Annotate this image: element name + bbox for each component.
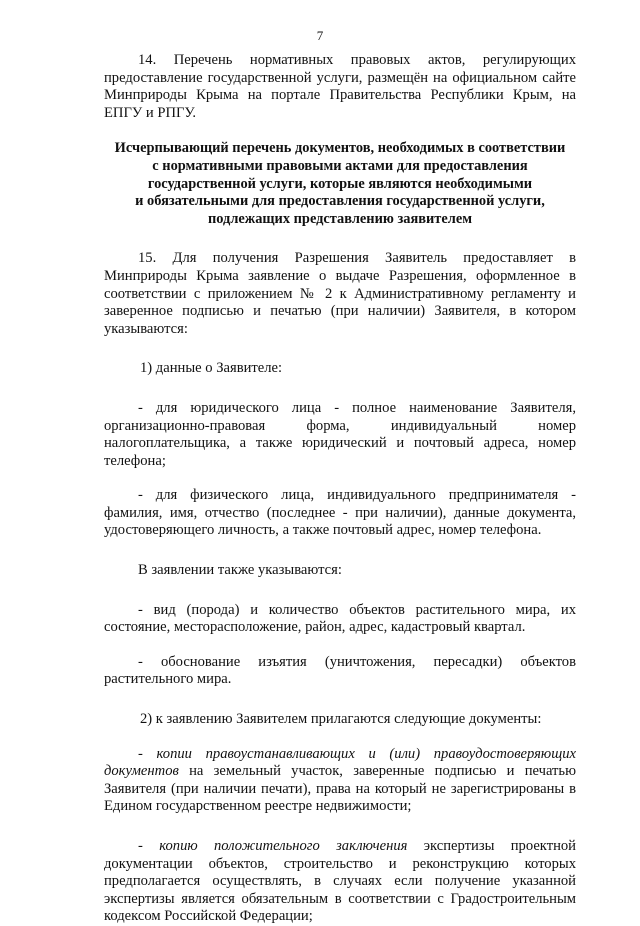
justification-paragraph: - обоснование изъятия (уничтожения, пересадки) объектов растительного мира. (104, 653, 576, 688)
legal-entity-paragraph: - для юридического лица - полное наименование Заявителя, организационно-правовая форма, индивидуальный номер налогоплательщика, а также юридический и почтовый адреса, номер телефона; (104, 399, 576, 469)
item-1-applicant-data: 1) данные о Заявителе: (140, 360, 283, 377)
heading-line: государственной услуги, которые являются необходимыми (147, 175, 533, 192)
paragraph-14: 14. Перечень нормативных правовых актов, регулирующих предоставление государственной услуги, размещён на официальном сайте Минприроды Крыма на портале Правительства Республики Крым, на ЕПГУ и РПГУ. (104, 52, 576, 121)
expertise-emphasis: - копию положительного заключения (138, 838, 408, 854)
heading-line: и обязательными для предоставления государственной услуги, (135, 193, 545, 210)
also-indicated-paragraph: В заявлении также указываются: (138, 562, 342, 579)
copies-paragraph (104, 746, 576, 816)
document-body (104, 52, 576, 926)
heading-line: Исчерпывающий перечень документов, необходимых в соответствии (114, 140, 566, 157)
individual-paragraph: - для физического лица, индивидуального предпринимателя - фамилия, имя, отчество (последнее - при наличии), данные документа, удостоверяющего личность, а также почтовый адрес, номер телефона. (104, 487, 576, 539)
heading-line: с нормативными правовыми актами для предоставления (152, 157, 528, 174)
item-2-attached-documents: 2) к заявлению Заявителем прилагаются следующие документы: (140, 711, 542, 728)
copies-emphasis: - копии правоустанавливающих и (или) правоудостоверяющих документов (104, 745, 576, 780)
expertise-paragraph (104, 838, 576, 926)
section-heading (104, 140, 576, 228)
expertise-text: экспертизы проектной документации объектов, строительство и реконструкцию которых предполагается осуществлять, в случаях если получение указанной экспертизы является обязательным в соответствии с Градостроительным кодексом Российской Федерации; (104, 838, 576, 925)
species-paragraph: - вид (порода) и количество объектов растительного мира, их состояние, месторасположение, район, адрес, кадастровый квартал. (104, 601, 576, 636)
copies-text: на земельный участок, заверенные подписью и печатью Заявителя (при наличии печати), права на который не зарегистрированы в Едином государственном реестре недвижимости; (104, 763, 576, 815)
heading-line: подлежащих представлению заявителем (207, 210, 473, 227)
page-number: 7 (316, 28, 324, 43)
paragraph-15: 15. Для получения Разрешения Заявитель предоставляет в Минприроды Крыма заявление о выдаче Разрешения, оформленное в соответствии с приложением № 2 к Административному регламенту и заверенное подписью и печатью (при наличии) Заявителя, в котором указываются: (104, 250, 576, 337)
